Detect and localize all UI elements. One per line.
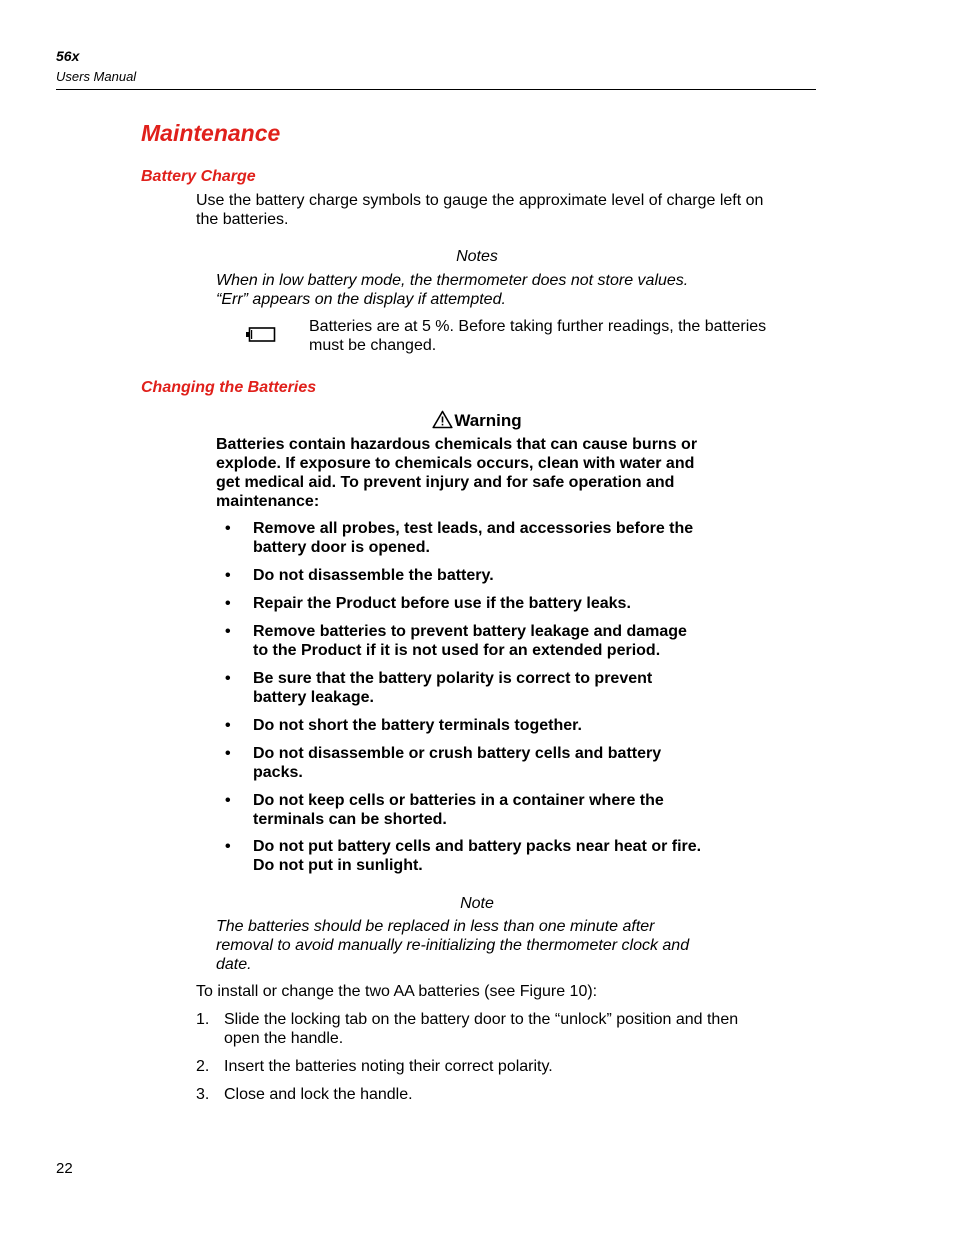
warning-text: [216, 435, 697, 511]
bullet-line: to the Product if it is not used for an extended period.: [253, 642, 661, 659]
bullet-marker: •: [225, 717, 231, 734]
warning-triangle-icon: [432, 410, 453, 429]
warning-line: explode. If exposure to chemicals occurs, clean with water and: [216, 455, 695, 472]
bullet-marker: •: [225, 567, 231, 584]
step-text: [224, 1010, 794, 1048]
header-divider: [56, 89, 816, 90]
bullet-marker: •: [225, 595, 231, 612]
note-label: Note: [460, 895, 494, 912]
bullet-line: Do not disassemble or crush battery cells and battery: [253, 745, 662, 762]
header-model: 56x: [56, 48, 80, 64]
low-battery-icon: [246, 327, 276, 342]
step-text: [224, 1085, 794, 1104]
bullet-line: Do not short the battery terminals together.: [253, 717, 582, 734]
notes-text: [216, 271, 688, 309]
warning-bullet: [253, 716, 743, 735]
install-intro: To install or change the two AA batteries (see Figure 10):: [196, 983, 598, 1000]
changing-batteries-heading: Changing the Batteries: [141, 379, 317, 396]
warning-heading: [196, 410, 758, 431]
battery-charge-intro: [196, 191, 763, 229]
bullet-line: Repair the Product before use if the battery leaks.: [253, 595, 631, 612]
bullet-marker: •: [225, 792, 231, 809]
warning-bullet: [253, 622, 743, 660]
bullet-line: Remove batteries to prevent battery leakage and damage: [253, 623, 687, 640]
bullet-line: Do not put battery cells and battery packs near heat or fire.: [253, 838, 702, 855]
warning-bullet: [253, 566, 743, 585]
warning-bullet: [253, 669, 743, 707]
bullet-line: Be sure that the battery polarity is correct to prevent: [253, 670, 653, 687]
page-number: 22: [56, 1160, 73, 1177]
warning-bullet: [253, 791, 743, 829]
header-manual-title: Users Manual: [56, 69, 137, 84]
warning-line: get medical aid. To prevent injury and for safe operation and: [216, 474, 675, 491]
note-line: When in low battery mode, the thermometer does not store values.: [216, 272, 689, 289]
battery-charge-intro-line: Use the battery charge symbols to gauge the approximate level of charge left on: [196, 192, 764, 209]
warning-bullet: [253, 594, 743, 613]
bullet-line: packs.: [253, 764, 303, 781]
bullet-line: battery door is opened.: [253, 539, 430, 556]
step-number: 2.: [196, 1058, 210, 1075]
note-text: [216, 917, 689, 974]
note-line: The batteries should be replaced in less than one minute after: [216, 918, 655, 935]
step-line: Insert the batteries noting their correct polarity.: [224, 1058, 553, 1075]
note-line: “Err” appears on the display if attempted.: [216, 291, 506, 308]
bullet-line: Do not disassemble the battery.: [253, 567, 494, 584]
warning-bullet: [253, 744, 743, 782]
warning-line: maintenance:: [216, 493, 320, 510]
bullet-line: battery leakage.: [253, 689, 374, 706]
warning-bullet: [253, 519, 743, 557]
battery-charge-heading: Battery Charge: [141, 168, 256, 185]
bullet-marker: •: [225, 670, 231, 687]
notes-label: Notes: [456, 248, 498, 265]
step-number: 1.: [196, 1011, 210, 1028]
warning-bullet: [253, 837, 743, 875]
bullet-line: Do not keep cells or batteries in a container where the: [253, 792, 664, 809]
bullet-marker: •: [225, 520, 231, 537]
section-title: Maintenance: [141, 120, 281, 146]
battery-desc-line: must be changed.: [309, 337, 437, 354]
bullet-marker: •: [225, 838, 231, 855]
step-line: Slide the locking tab on the battery door to the “unlock” position and then: [224, 1011, 739, 1028]
bullet-marker: •: [225, 745, 231, 762]
battery-desc-line: Batteries are at 5 %. Before taking further readings, the batteries: [309, 318, 767, 335]
step-number: 3.: [196, 1086, 210, 1103]
battery-icon-description: [309, 317, 766, 355]
bullet-marker: •: [225, 623, 231, 640]
note-line: date.: [216, 956, 252, 973]
battery-charge-intro-line: the batteries.: [196, 211, 289, 228]
warning-line: Batteries contain hazardous chemicals that can cause burns or: [216, 436, 698, 453]
bullet-line: terminals can be shorted.: [253, 811, 447, 828]
step-line: Close and lock the handle.: [224, 1086, 413, 1103]
step-line: open the handle.: [224, 1030, 344, 1047]
bullet-line: Do not put in sunlight.: [253, 857, 423, 874]
bullet-line: Remove all probes, test leads, and accessories before the: [253, 520, 694, 537]
note-line: removal to avoid manually re-initializing the thermometer clock and: [216, 937, 690, 954]
step-text: [224, 1057, 794, 1076]
warning-label: Warning: [454, 411, 522, 430]
